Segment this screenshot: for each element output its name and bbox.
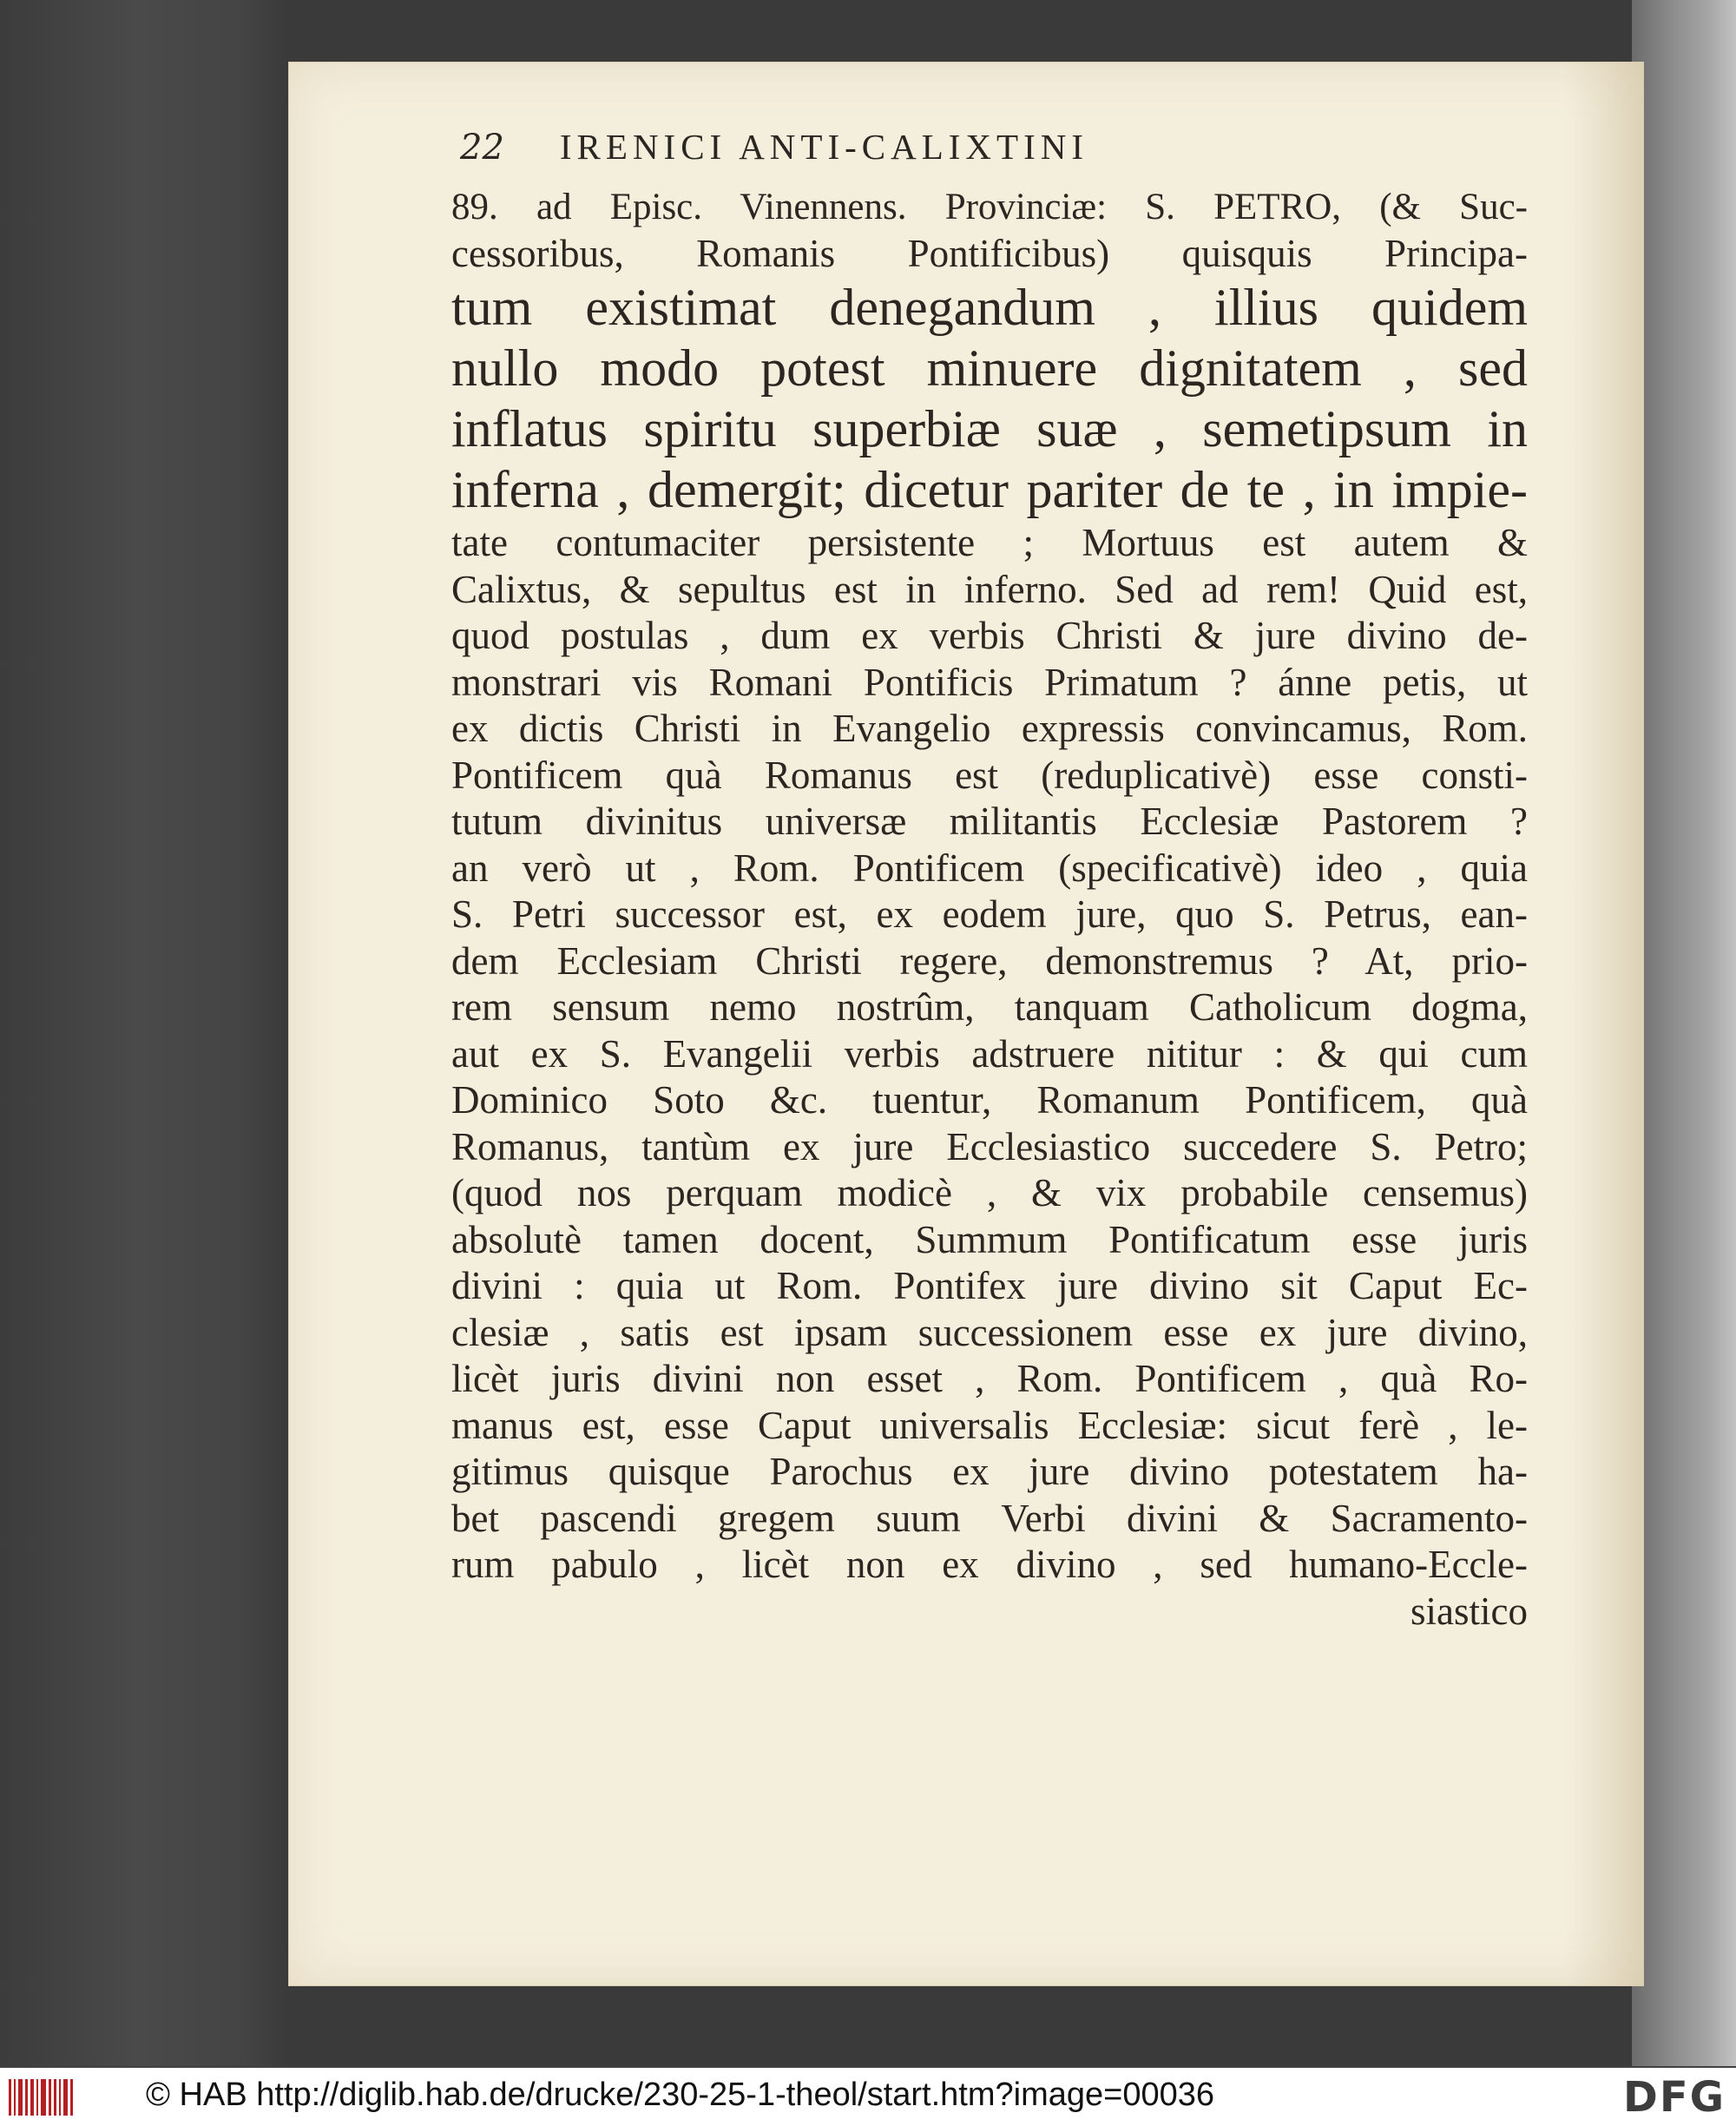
text-line: dem Ecclesiam Christi regere, demonstremus ? At, prio- xyxy=(451,938,1528,983)
footer-bar xyxy=(0,2068,1736,2126)
text-line: nullo modo potest minuere dignitatem , sed xyxy=(451,339,1528,397)
text-line: Calixtus, & sepultus est in inferno. Sed ad rem! Quid est, xyxy=(451,567,1528,611)
text-line: ex dictis Christi in Evangelio expressis convincamus, Rom. xyxy=(451,707,1528,750)
running-head-title: IRENICI ANTI-CALIXTINI xyxy=(559,127,1088,167)
text-line: Romanus, tantùm ex jure Ecclesiastico succedere S. Petro; xyxy=(451,1124,1528,1168)
text-line: gitimus quisque Parochus ex jure divino potestatem ha- xyxy=(451,1450,1528,1493)
text-line: tutum divinitus universæ militantis Ecclesiæ Pastorem ? xyxy=(451,800,1528,843)
text-line: clesiæ , satis est ipsam successionem esse ex jure divino, xyxy=(451,1310,1528,1354)
text-line: Dominico Soto &c. tuentur, Romanum Pontificem, quà xyxy=(451,1078,1528,1122)
text-line: (quod nos perquam modicè , & vix probabile censemus) xyxy=(451,1171,1528,1214)
page-edge-stain xyxy=(1565,63,1643,1985)
catchword: siastico xyxy=(1410,1589,1528,1633)
text-line: absolutè tamen docent, Summum Pontificatum esse juris xyxy=(451,1217,1528,1261)
text-line: Pontificem quà Romanus est (reduplicativè) esse consti- xyxy=(451,753,1528,797)
hab-barcode-icon xyxy=(9,2079,73,2116)
text-line: cessoribus, Romanis Pontificibus) quisquis Principa- xyxy=(451,231,1528,275)
text-line: licèt juris divini non esset , Rom. Pontificem , quà Ro- xyxy=(451,1357,1528,1400)
running-head xyxy=(460,126,1088,178)
text-line: rum pabulo , licèt non ex divino , sed humano-Eccle- xyxy=(451,1543,1528,1586)
text-line: divini : quia ut Rom. Pontifex jure divino sit Caput Ec- xyxy=(451,1264,1528,1307)
adjacent-page-edge xyxy=(1632,0,1736,2066)
text-line: S. Petri successor est, ex eodem jure, quo S. Petrus, ean- xyxy=(451,892,1528,936)
text-line: bet pascendi gregem suum Verbi divini & Sacramento- xyxy=(451,1496,1528,1540)
text-line: inflatus spiritu superbiæ suæ , semetipsum in xyxy=(451,400,1528,457)
text-line: aut ex S. Evangelii verbis adstruere nititur : & qui cum xyxy=(451,1031,1528,1076)
dfg-logo: DFG xyxy=(1622,2073,1726,2122)
text-line: tate contumaciter persistente ; Mortuus est autem & xyxy=(451,521,1528,564)
text-line: monstrari vis Romani Pontificis Primatum ? ánne petis, ut xyxy=(451,660,1528,704)
text-line: inferna , demergit; dicetur pariter de te , in impie- xyxy=(451,461,1528,518)
text-line: an verò ut , Rom. Pontificem (specificativè) ideo , quia xyxy=(451,846,1528,890)
text-line: quod postulas , dum ex verbis Christi & jure divino de- xyxy=(451,614,1528,657)
body-text xyxy=(451,184,1528,1635)
text-line: rem sensum nemo nostrûm, tanquam Catholicum dogma, xyxy=(451,985,1528,1029)
text-line: manus est, esse Caput universalis Ecclesiæ: sicut ferè , le- xyxy=(451,1403,1528,1447)
text-line: tum existimat denegandum , illius quidem xyxy=(451,279,1528,336)
text-line: 89. ad Episc. Vinennens. Provinciæ: S. PETRO, (& Suc- xyxy=(451,187,1528,227)
page-number: 22 xyxy=(460,128,504,168)
footer-copyright-url[interactable]: © HAB http://diglib.hab.de/drucke/230-25-1-theol/start.htm?image=00036 xyxy=(146,2077,1215,2113)
